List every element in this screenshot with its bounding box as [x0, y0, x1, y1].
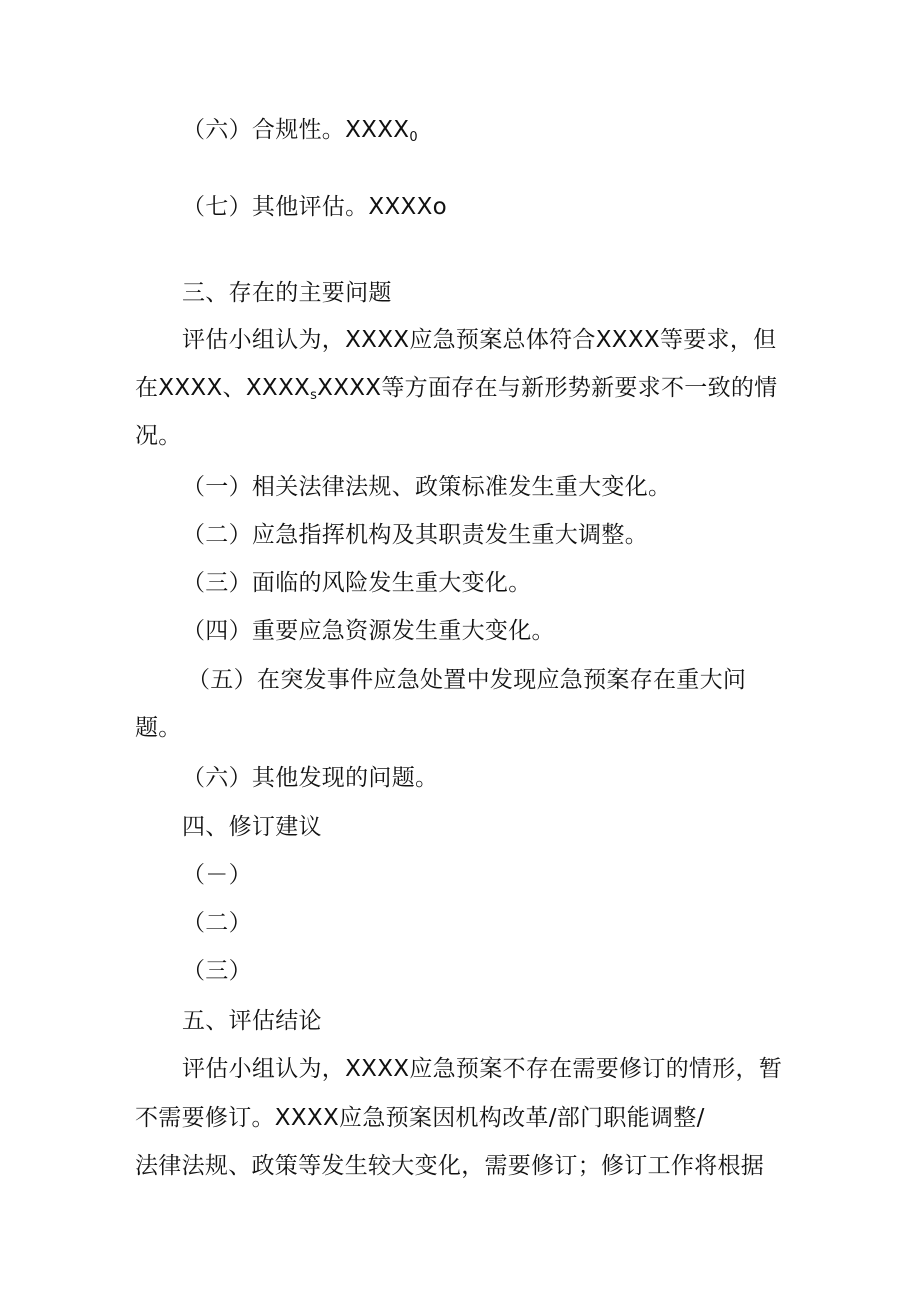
item-compliance-text: （六）合规性。XXXX — [182, 117, 410, 143]
problem-item-1: （一）相关法律法规、政策标准发生重大变化。 — [182, 474, 672, 500]
revision-item-3: （三） — [182, 958, 252, 984]
para-line-2-part-1: 在XXXX、XXXX — [135, 375, 311, 401]
section-4-heading: 四、修订建议 — [182, 814, 322, 840]
conclusion-line-3: 法律法规、政策等发生较大变化，需要修订；修订工作将根据 — [135, 1153, 765, 1179]
item-other-assessment: （七）其他评估。XXXXo — [182, 194, 447, 220]
revision-item-1: （－） — [182, 862, 252, 888]
conclusion-line-1: 评估小组认为，XXXX应急预案不存在需要修订的情形，暂 — [182, 1056, 783, 1082]
problem-item-2: （二）应急指挥机构及其职责发生重大调整。 — [182, 522, 648, 548]
problem-item-5-line-2: 题。 — [135, 715, 182, 741]
conclusion-line-2: 不需要修订。XXXX应急预案因机构改革/部门职能调整/ — [135, 1105, 705, 1131]
para-line-2-part-2: XXXX等方面存在与新形势新要求不一致的情 — [317, 375, 778, 401]
section-3-para-line-1: 评估小组认为，XXXX应急预案总体符合XXXX等要求，但 — [182, 327, 777, 353]
section-3-para-line-2 — [135, 373, 777, 411]
section-5-heading: 五、评估结论 — [182, 1008, 322, 1034]
item-compliance-suffix: 0 — [409, 130, 418, 145]
problem-item-5-line-1: （五）在突发事件应急处置中发现应急预案存在重大问 — [187, 667, 747, 693]
problem-item-6: （六）其他发现的问题。 — [182, 765, 439, 791]
problem-item-3: （三）面临的风险发生重大变化。 — [182, 570, 532, 596]
section-3-para-line-3: 况。 — [135, 423, 182, 449]
section-3-heading: 三、存在的主要问题 — [182, 280, 392, 306]
item-compliance — [182, 115, 418, 153]
revision-item-2: （二） — [182, 910, 252, 936]
problem-item-4: （四）重要应急资源发生重大变化。 — [182, 618, 555, 644]
para-line-2-suffix: s — [310, 388, 318, 403]
